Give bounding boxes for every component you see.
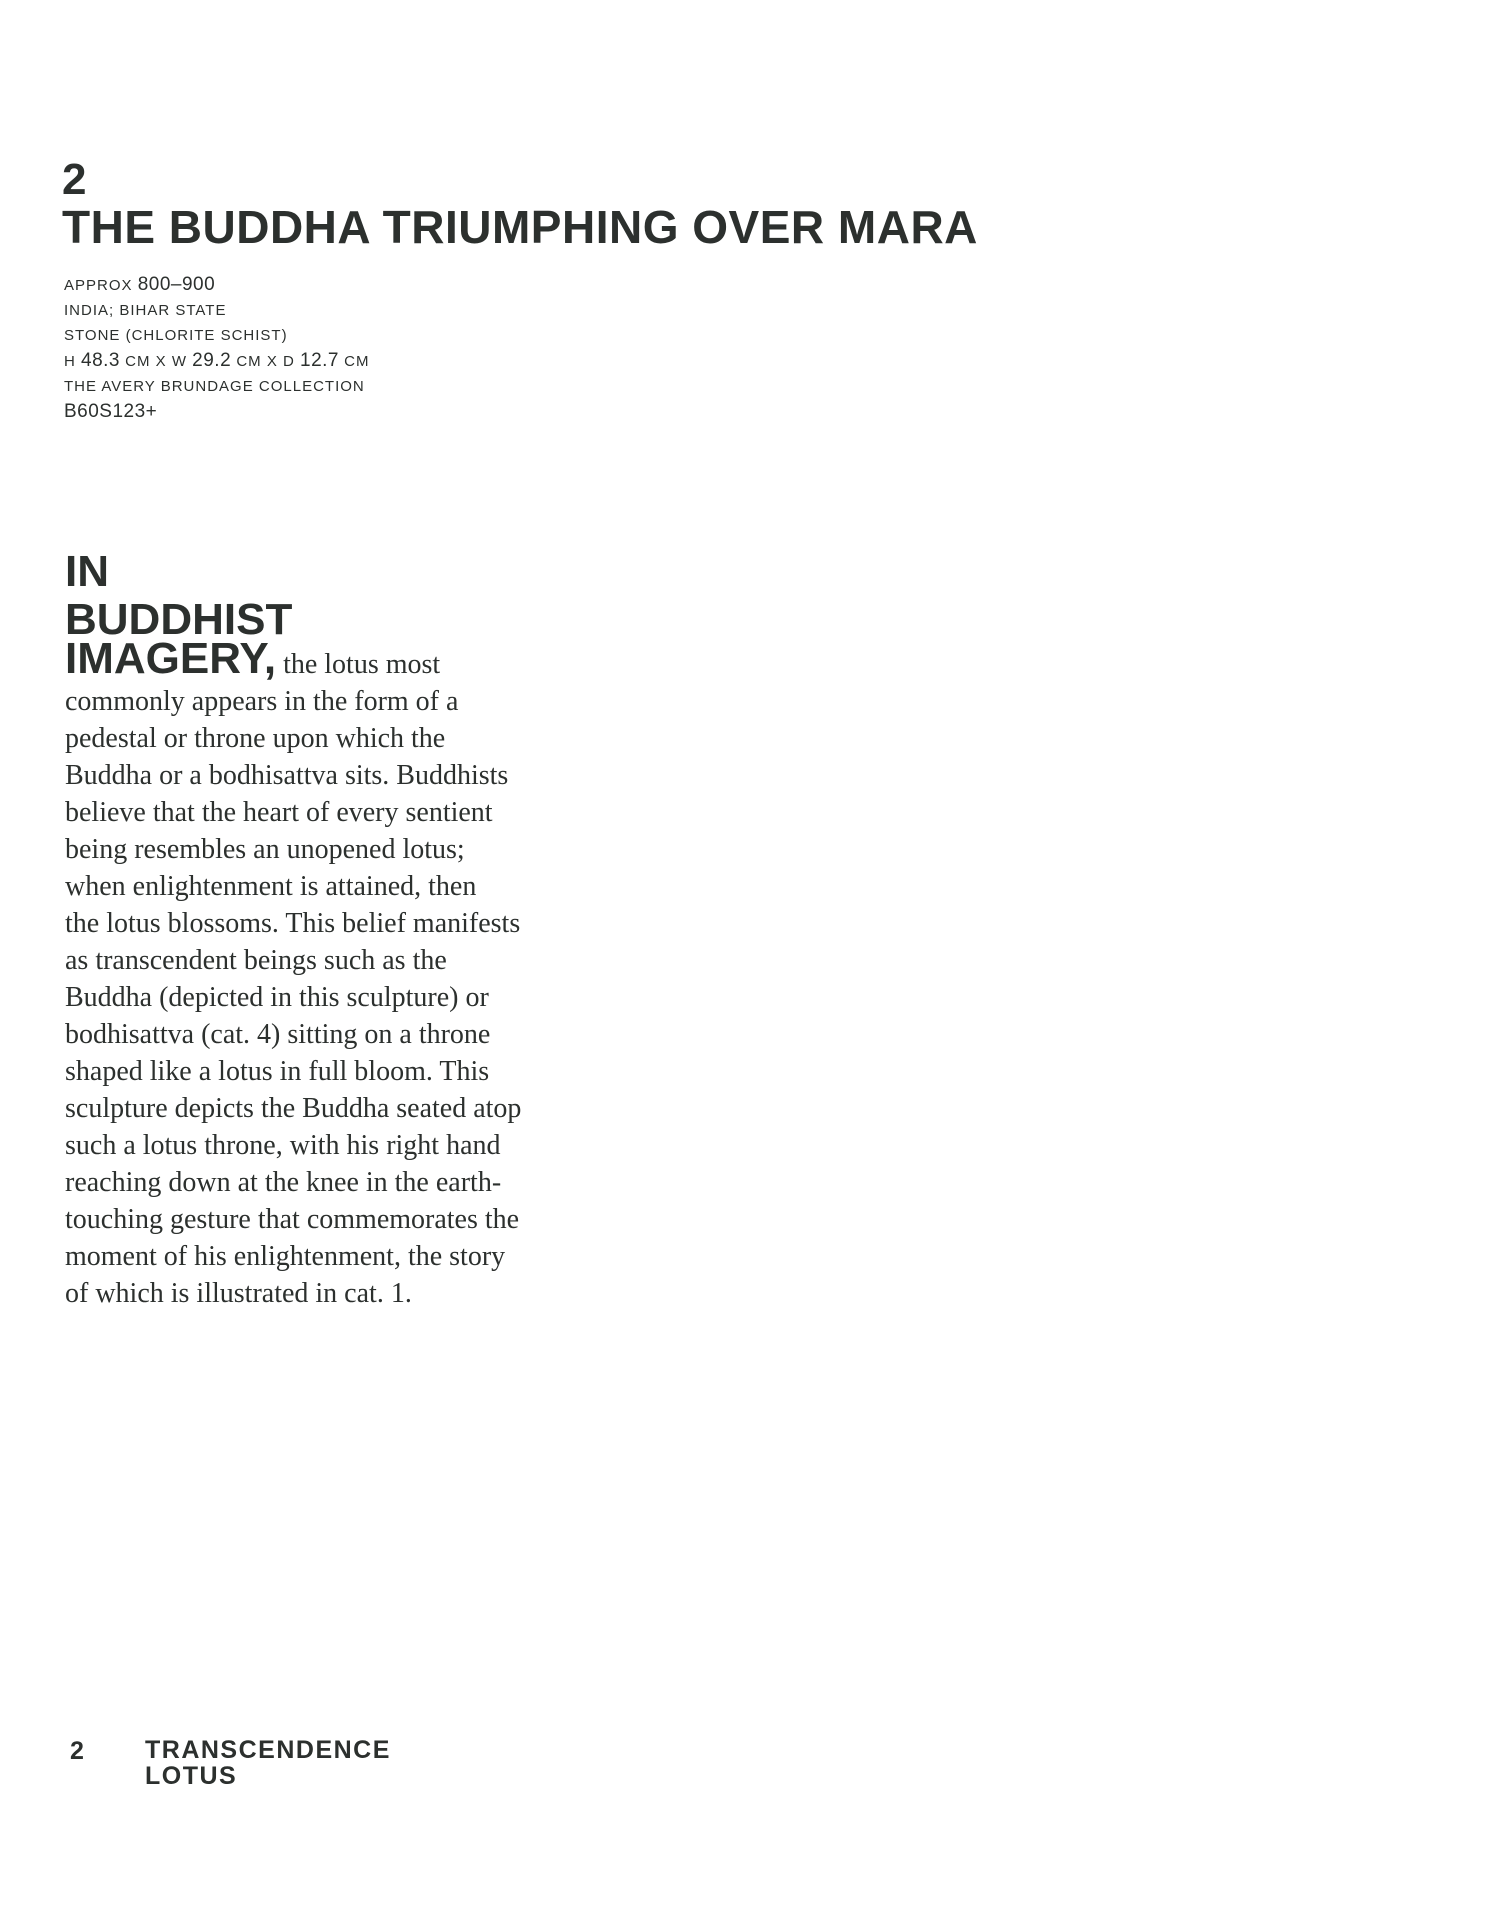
essay [65,548,625,1312]
meta-dimensions [64,348,369,374]
essay-line: touching gesture that commemorates the [65,1204,520,1235]
essay-line: when enlightenment is attained, then [65,871,477,902]
meta-dim-h-label: H [64,353,76,370]
essay-line: Buddha or a bodhisattva sits. Buddhists [65,760,509,791]
meta-accession: B60S123+ [64,401,158,422]
essay-line: Buddha (depicted in this sculpture) or [65,982,489,1013]
meta-dim-w: 29.2 [192,350,232,371]
catalog-title: THE BUDDHA TRIUMPHING OVER MARA [62,201,978,253]
essay-lead-line-1: IN [65,547,109,596]
meta-date [64,272,369,298]
essay-lead-line-3: IMAGERY, [65,634,277,683]
meta-dim-unit-2: CM X D [236,353,295,370]
object-metadata [64,272,369,424]
essay-line: of which is illustrated in cat. 1. [65,1278,412,1309]
essay-paragraph [65,634,625,1312]
essay-line: believe that the heart of every sentient [65,797,493,828]
meta-dim-unit-1: CM X W [125,353,187,370]
essay-line: moment of his enlightenment, the story [65,1241,506,1272]
essay-line: being resembles an unopened lotus; [65,834,465,865]
essay-line: sculpture depicts the Buddha seated atop [65,1093,522,1124]
essay-line: as transcendent beings such as the [65,945,447,976]
essay-line: pedestal or throne upon which the [65,723,446,754]
essay-line: the lotus most [276,649,441,680]
essay-line: bodhisattva (cat. 4) sitting on a throne [65,1019,491,1050]
footer-section-line-1: TRANSCENDENCE [145,1736,391,1764]
essay-line: shaped like a lotus in full bloom. This [65,1056,490,1087]
meta-dim-unit-3: CM [344,353,370,370]
essay-line: such a lotus throne, with his right hand [65,1130,501,1161]
meta-collection: THE AVERY BRUNDAGE COLLECTION [64,378,365,395]
running-footer [145,1737,391,1789]
footer-section-line-2: LOTUS [145,1762,238,1790]
essay-line: the lotus blossoms. This belief manifests [65,908,521,939]
catalog-number: 2 [62,155,87,204]
page-number: 2 [70,1737,84,1765]
meta-origin: INDIA; BIHAR STATE [64,302,227,319]
essay-lead-line-2: BUDDHIST [65,595,293,644]
meta-dim-h: 48.3 [81,350,120,371]
essay-line: reaching down at the knee in the earth- [65,1167,502,1198]
meta-date-value: 800–900 [137,274,216,295]
meta-material: STONE (CHLORITE SCHIST) [64,327,288,344]
essay-line: commonly appears in the form of a [65,686,459,717]
meta-date-label: APPROX [64,277,133,294]
meta-dim-d: 12.7 [300,350,339,371]
